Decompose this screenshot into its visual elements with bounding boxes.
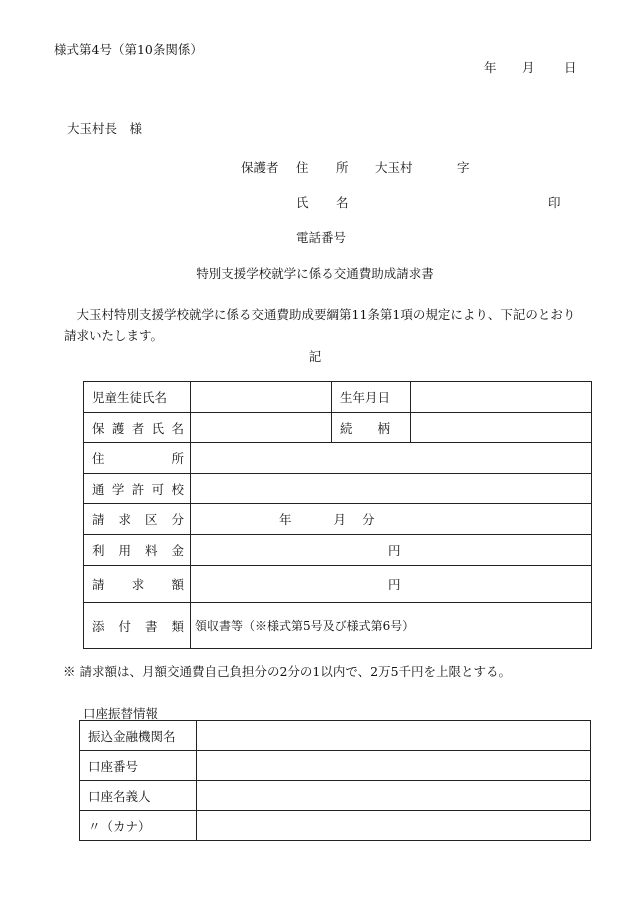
table-row	[80, 781, 591, 811]
table-row	[84, 443, 592, 474]
address-label-2: 所	[336, 160, 349, 175]
village-name: 大玉村	[375, 160, 413, 175]
address-field[interactable]	[191, 443, 592, 474]
bank-name-field[interactable]	[197, 721, 591, 751]
guardian-name-field[interactable]	[191, 413, 332, 443]
address-label: 住 所	[84, 443, 191, 474]
table-row	[84, 474, 592, 504]
guardian-name-label: 保 護 者 氏 名	[84, 413, 191, 443]
account-holder-kana-label: 〃（カナ）	[80, 811, 197, 841]
date-month: 月	[522, 60, 535, 75]
guardian-role: 保護者	[241, 160, 279, 175]
account-number-label: 口座番号	[80, 751, 197, 781]
address-label-1: 住	[296, 160, 309, 175]
table-row	[84, 413, 592, 443]
account-holder-kana-field[interactable]	[197, 811, 591, 841]
period-month: 月	[333, 512, 347, 527]
account-holder-label: 口座名義人	[80, 781, 197, 811]
birthdate-field[interactable]	[411, 382, 592, 413]
document-title: 特別支援学校就学に係る交通費助成請求書	[196, 266, 434, 281]
period-label: 請 求 区 分	[84, 504, 191, 535]
phone-label: 電話番号	[296, 230, 347, 245]
table-row	[84, 566, 592, 603]
relationship-label: 続 柄	[332, 413, 411, 443]
addressee: 大玉村長 様	[67, 121, 143, 136]
student-name-field[interactable]	[191, 382, 332, 413]
ki-heading: 記	[308, 349, 322, 364]
account-holder-field[interactable]	[197, 781, 591, 811]
table-row	[84, 382, 592, 413]
form-number: 様式第4号（第10条関係）	[54, 42, 203, 57]
fee-label: 利 用 料 金	[84, 535, 191, 566]
school-label: 通 学 許 可 校	[84, 474, 191, 504]
amount-note: ※ 請求額は、月額交通費自己負担分の2分の1以内で、2万5千円を上限とする。	[63, 664, 512, 679]
table-row	[84, 535, 592, 566]
date-day: 日	[564, 60, 577, 75]
relationship-field[interactable]	[411, 413, 592, 443]
attach-label: 添 付 書 類	[84, 603, 191, 649]
date-year: 年	[484, 60, 497, 75]
table-row	[80, 751, 591, 781]
aza-label: 字	[457, 160, 470, 175]
school-field[interactable]	[191, 474, 592, 504]
period-part: 分	[362, 512, 375, 527]
amount-label: 請 求 額	[84, 566, 191, 603]
period-field[interactable]	[191, 504, 592, 535]
attach-field[interactable]: 領収書等（※様式第5号及び様式第6号）	[191, 603, 592, 649]
table-row	[80, 721, 591, 751]
account-number-field[interactable]	[197, 751, 591, 781]
name-label-2: 名	[336, 195, 349, 210]
student-name-label: 児童生徒氏名	[84, 382, 191, 413]
amount-field[interactable]	[191, 566, 592, 603]
amount-unit: 円	[388, 577, 401, 592]
bank-name-label: 振込金融機関名	[80, 721, 197, 751]
name-label-1: 氏	[296, 195, 309, 210]
table-row	[80, 811, 591, 841]
period-year: 年	[279, 512, 292, 527]
seal-mark: 印	[548, 195, 561, 210]
birthdate-label: 生年月日	[332, 382, 411, 413]
table-row	[84, 603, 592, 649]
table-row	[84, 504, 592, 535]
fee-unit: 円	[388, 543, 401, 558]
bank-heading: 口座振替情報	[83, 706, 159, 721]
request-table	[83, 381, 592, 649]
fee-field[interactable]	[191, 535, 592, 566]
body-paragraph: 大玉村特別支援学校就学に係る交通費助成要綱第11条第1項の規定により、下記のとおり請求いたします。	[64, 307, 576, 343]
bank-table	[79, 720, 591, 841]
